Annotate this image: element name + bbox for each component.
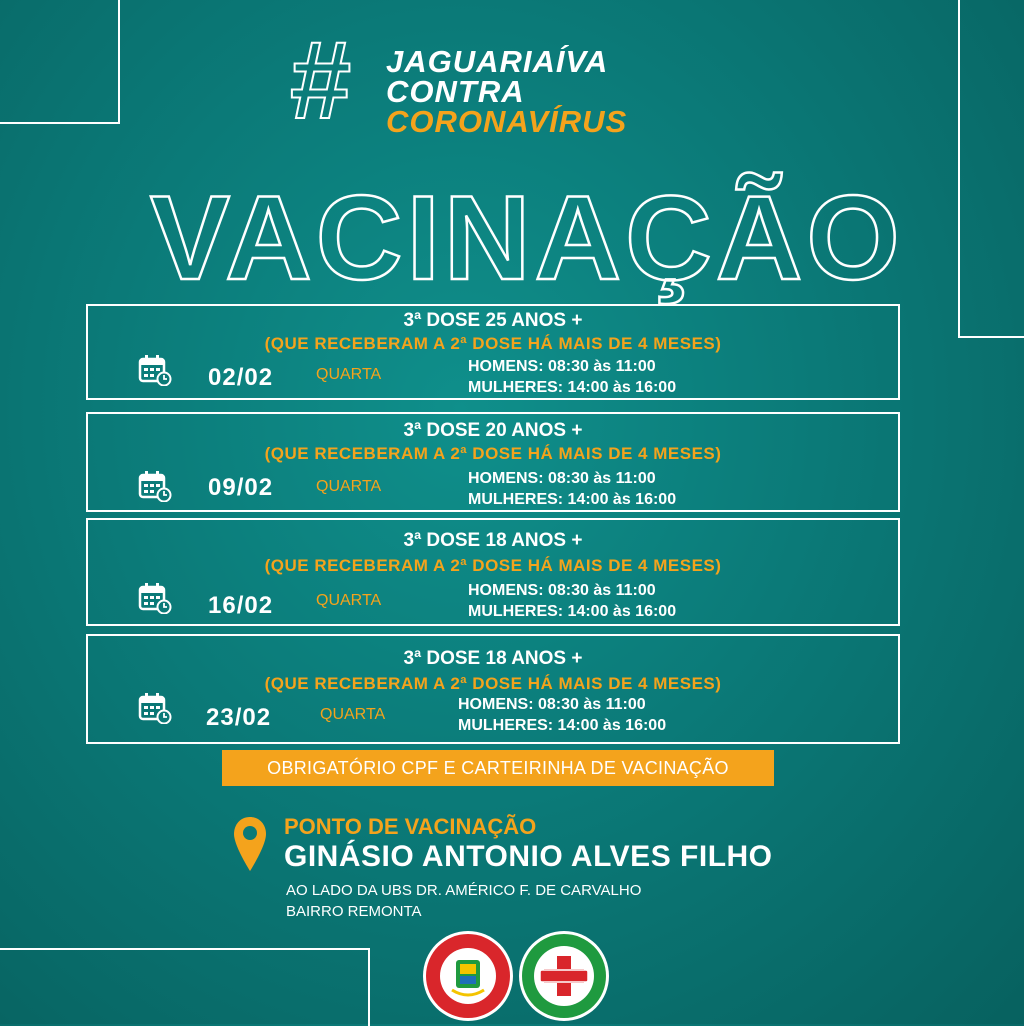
frame-line-top-left xyxy=(0,0,120,124)
dose-label: 3ª DOSE 25 ANOS + xyxy=(403,310,583,331)
page-title: VACINAÇÃO xyxy=(150,171,904,305)
women-hours: MULHERES: 14:00 às 16:00 xyxy=(468,379,677,396)
men-hours: HOMENS: 08:30 às 11:00 xyxy=(468,358,656,375)
dose-condition: (QUE RECEBERAM A 2ª DOSE HÁ MAIS DE 4 MESES) xyxy=(264,556,722,575)
address-line-2: BAIRRO REMONTA xyxy=(286,903,422,920)
prefeitura-logo xyxy=(422,930,514,1022)
dose-label: 3ª DOSE 18 ANOS + xyxy=(403,648,583,669)
campaign-hashtag xyxy=(290,19,690,142)
men-hours: HOMENS: 08:30 às 11:00 xyxy=(468,582,656,599)
hashtag-line-1: JAGUARIAÍVA xyxy=(386,44,609,79)
schedule-card xyxy=(86,518,900,626)
frame-line-top-right xyxy=(958,0,1024,338)
calendar-icon xyxy=(138,582,172,614)
hashtag-line-2: CONTRA xyxy=(386,74,525,109)
requirement-notice: OBRIGATÓRIO CPF E CARTEIRINHA DE VACINAÇÃO xyxy=(222,750,774,786)
schedule-card xyxy=(86,304,900,400)
weekday-label: QUARTA xyxy=(316,592,382,609)
hours-block xyxy=(468,580,676,622)
weekday-label: QUARTA xyxy=(316,478,382,495)
schedule-card xyxy=(86,412,900,512)
date-label: 02/02 xyxy=(208,364,274,391)
calendar-icon xyxy=(138,692,172,724)
location-label: PONTO DE VACINAÇÃO xyxy=(284,814,537,839)
schedule-card xyxy=(86,634,900,744)
hash-icon: # xyxy=(290,19,352,142)
dose-label: 3ª DOSE 20 ANOS + xyxy=(403,420,583,441)
calendar-icon xyxy=(138,470,172,502)
dose-condition: (QUE RECEBERAM A 2ª DOSE HÁ MAIS DE 4 MESES) xyxy=(264,674,722,693)
location-name: GINÁSIO ANTONIO ALVES FILHO xyxy=(284,840,773,873)
address-line-1: AO LADO DA UBS DR. AMÉRICO F. DE CARVALHO xyxy=(286,882,642,899)
semus-logo xyxy=(518,930,610,1022)
location-pin-icon xyxy=(232,815,268,873)
frame-line-bottom-left xyxy=(0,948,370,1026)
date-label: 16/02 xyxy=(208,592,274,619)
men-hours: HOMENS: 08:30 às 11:00 xyxy=(458,696,646,713)
date-label: 09/02 xyxy=(208,474,274,501)
weekday-label: QUARTA xyxy=(320,706,386,723)
dose-condition: (QUE RECEBERAM A 2ª DOSE HÁ MAIS DE 4 MESES) xyxy=(264,444,722,463)
weekday-label: QUARTA xyxy=(316,366,382,383)
hours-block xyxy=(468,356,676,398)
calendar-icon xyxy=(138,354,172,386)
date-label: 23/02 xyxy=(206,704,272,731)
hours-block xyxy=(458,694,666,736)
hours-block xyxy=(468,468,676,510)
dose-condition: (QUE RECEBERAM A 2ª DOSE HÁ MAIS DE 4 MESES) xyxy=(264,334,722,353)
women-hours: MULHERES: 14:00 às 16:00 xyxy=(468,491,677,508)
women-hours: MULHERES: 14:00 às 16:00 xyxy=(468,603,677,620)
men-hours: HOMENS: 08:30 às 11:00 xyxy=(468,470,656,487)
hashtag-line-3: CORONAVÍRUS xyxy=(386,104,628,139)
dose-label: 3ª DOSE 18 ANOS + xyxy=(403,530,583,551)
women-hours: MULHERES: 14:00 às 16:00 xyxy=(458,717,667,734)
